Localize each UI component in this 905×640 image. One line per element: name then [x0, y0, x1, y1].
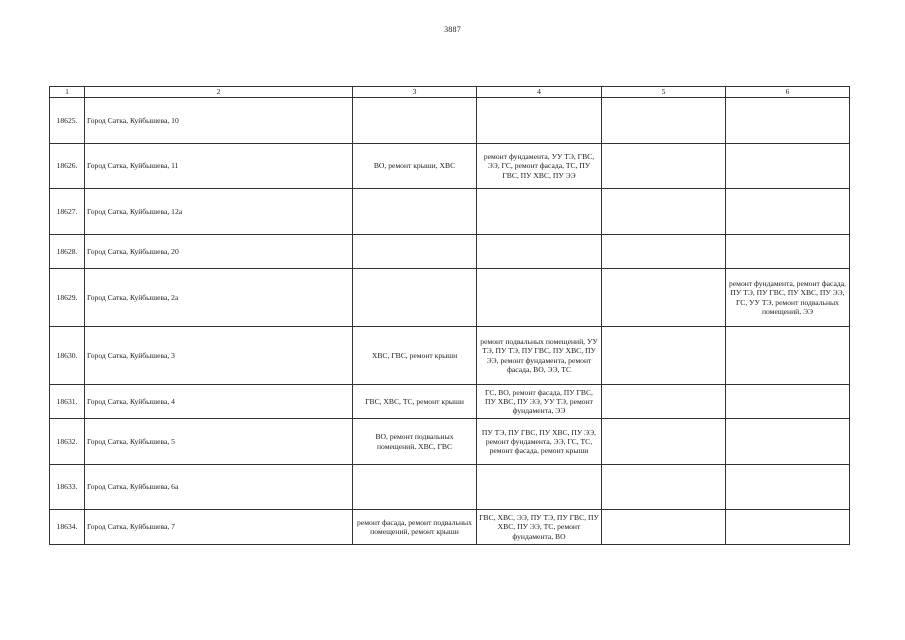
row-col5	[602, 235, 726, 269]
row-col3	[353, 98, 477, 144]
row-col4	[477, 235, 602, 269]
row-col3	[353, 235, 477, 269]
row-col5	[602, 327, 726, 385]
row-col4	[477, 465, 602, 510]
row-col4: ПУ ТЭ, ПУ ГВС, ПУ ХВС, ПУ ЭЭ, ремонт фундамента, ЭЭ, ГС, ТС, ремонт фасада, ремонт крыши	[477, 419, 602, 465]
row-col5	[602, 419, 726, 465]
row-col6	[726, 235, 850, 269]
row-col4	[477, 189, 602, 235]
row-number: 18631.	[50, 385, 85, 419]
row-col6: ремонт фундамента, ремонт фасада, ПУ ТЭ, ПУ ГВС, ПУ ХВС, ПУ ЭЭ, ГС, УУ ТЭ, ремонт подвальных помещений, ЭЭ	[726, 269, 850, 327]
row-address: Город Сатка, Куйбышева, 6а	[85, 465, 353, 510]
table-row	[50, 98, 850, 144]
row-col3: ВО, ремонт подвальных помещений, ХВС, ГВС	[353, 419, 477, 465]
table-row	[50, 189, 850, 235]
row-number: 18634.	[50, 510, 85, 545]
row-col6	[726, 385, 850, 419]
table-row	[50, 419, 850, 465]
table-row	[50, 235, 850, 269]
table-header-row	[50, 87, 850, 98]
table-row	[50, 385, 850, 419]
row-address: Город Сатка, Куйбышева, 7	[85, 510, 353, 545]
header-cell-2: 2	[85, 87, 353, 98]
row-col5	[602, 385, 726, 419]
row-number: 18626.	[50, 144, 85, 189]
row-col5	[602, 189, 726, 235]
row-col4: ГВС, ХВС, ЭЭ, ПУ ТЭ, ПУ ГВС, ПУ ХВС, ПУ ЭЭ, ТС, ремонт фундамента, ВО	[477, 510, 602, 545]
row-col4	[477, 269, 602, 327]
header-cell-6: 6	[726, 87, 850, 98]
row-address: Город Сатка, Куйбышева, 4	[85, 385, 353, 419]
row-number: 18633.	[50, 465, 85, 510]
row-col6	[726, 144, 850, 189]
row-col6	[726, 510, 850, 545]
row-address: Город Сатка, Куйбышева, 20	[85, 235, 353, 269]
row-col3: ВО, ремонт крыши, ХВС	[353, 144, 477, 189]
row-col4: ремонт подвальных помещений, УУ ТЭ, ПУ ТЭ, ПУ ГВС, ПУ ХВС, ПУ ЭЭ, ремонт фундамента, ремонт фасада, ВО, ЭЭ, ТС	[477, 327, 602, 385]
row-col5	[602, 98, 726, 144]
row-col3	[353, 269, 477, 327]
works-table	[49, 86, 850, 545]
header-cell-3: 3	[353, 87, 477, 98]
row-col6	[726, 465, 850, 510]
row-address: Город Сатка, Куйбышева, 5	[85, 419, 353, 465]
row-address: Город Сатка, Куйбышева, 3	[85, 327, 353, 385]
row-address: Город Сатка, Куйбышева, 12а	[85, 189, 353, 235]
row-col5	[602, 269, 726, 327]
row-address: Город Сатка, Куйбышева, 2а	[85, 269, 353, 327]
row-col3: ХВС, ГВС, ремонт крыши	[353, 327, 477, 385]
row-col3: ГВС, ХВС, ТС, ремонт крыши	[353, 385, 477, 419]
header-cell-1: 1	[50, 87, 85, 98]
row-number: 18629.	[50, 269, 85, 327]
row-col6	[726, 419, 850, 465]
row-col6	[726, 327, 850, 385]
row-col6	[726, 98, 850, 144]
row-col4: ремонт фундамента, УУ ТЭ, ГВС, ЭЭ, ГС, ремонт фасада, ТС, ПУ ГВС, ПУ ХВС, ПУ ЭЭ	[477, 144, 602, 189]
row-number: 18625.	[50, 98, 85, 144]
row-col3	[353, 189, 477, 235]
row-number: 18632.	[50, 419, 85, 465]
header-cell-5: 5	[602, 87, 726, 98]
table-row	[50, 465, 850, 510]
row-address: Город Сатка, Куйбышева, 10	[85, 98, 353, 144]
row-col5	[602, 465, 726, 510]
row-number: 18630.	[50, 327, 85, 385]
row-col4: ГС, ВО, ремонт фасада, ПУ ГВС, ПУ ХВС, ПУ ЭЭ, УУ ТЭ, ремонт фундамента, ЭЭ	[477, 385, 602, 419]
table-row	[50, 269, 850, 327]
row-address: Город Сатка, Куйбышева, 11	[85, 144, 353, 189]
row-col3: ремонт фасада, ремонт подвальных помещений, ремонт крыши	[353, 510, 477, 545]
row-col5	[602, 510, 726, 545]
page-number: 3887	[444, 25, 461, 34]
row-col5	[602, 144, 726, 189]
row-number: 18627.	[50, 189, 85, 235]
table-row	[50, 327, 850, 385]
row-col3	[353, 465, 477, 510]
table-row	[50, 510, 850, 545]
header-cell-4: 4	[477, 87, 602, 98]
row-number: 18628.	[50, 235, 85, 269]
table-row	[50, 144, 850, 189]
row-col6	[726, 189, 850, 235]
row-col4	[477, 98, 602, 144]
